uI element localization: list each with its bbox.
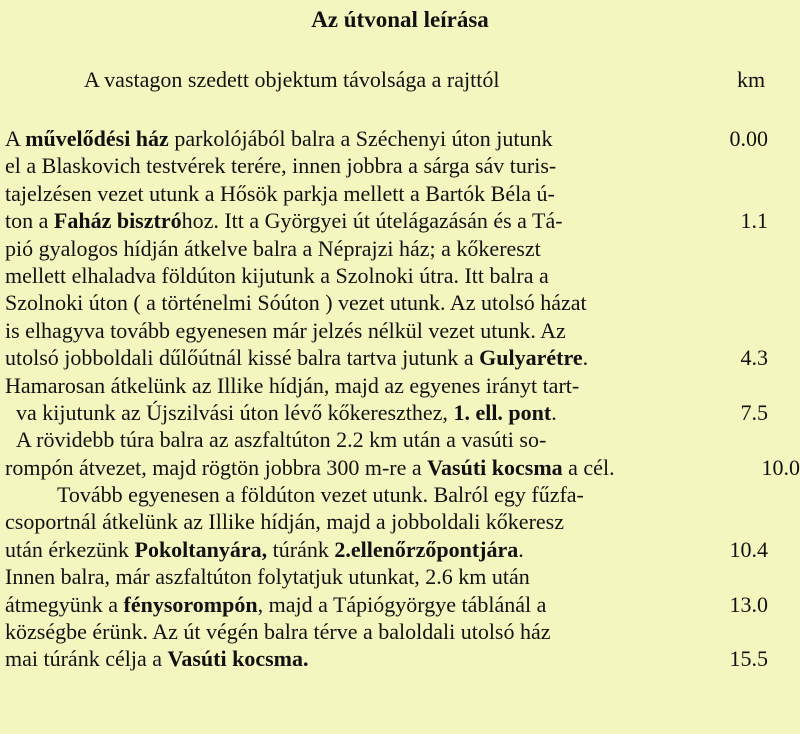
bold-object: 2.ellenőrzőpontjára	[334, 536, 519, 562]
text-fragment: utolsó jobboldali dűlőútnál kissé balra tartva jutunk a	[5, 345, 480, 371]
description-line	[0, 591, 800, 618]
description-line	[0, 125, 800, 152]
distance-value: 10.0	[761, 454, 800, 480]
text-fragment: mellett elhaladva földúton kijutunk a Szolnoki útra. Itt balra a	[5, 262, 549, 288]
distance-value: 10.4	[729, 536, 768, 562]
line-text	[5, 372, 579, 399]
line-text	[5, 289, 587, 316]
text-fragment: Tovább egyenesen a földúton vezet utunk. Balról egy fűzfa-	[57, 482, 584, 508]
distance-value: 0.00	[729, 126, 768, 151]
line-text	[5, 317, 566, 344]
text-fragment: tajelzésen vezet utunk a Hősök parkja mellett a Bartók Béla ú-	[5, 180, 555, 206]
bold-object: Faház bisztró	[53, 208, 182, 234]
line-text	[57, 481, 584, 508]
line-text	[5, 262, 549, 289]
description-line	[0, 207, 800, 234]
text-fragment: parkolójából balra a Széchenyi úton jutunk	[168, 126, 553, 151]
description-line	[0, 481, 800, 508]
description-line	[0, 618, 800, 645]
text-fragment: is elhagyva tovább egyenesen már jelzés nélkül vezet utunk. Az	[5, 317, 566, 343]
line-text	[5, 152, 556, 179]
line-text	[5, 645, 308, 672]
text-fragment: .	[518, 536, 524, 562]
distance-value: 7.5	[740, 399, 768, 425]
description-line	[0, 536, 800, 563]
text-fragment: Hamarosan átkelünk az Illike hídján, majd az egyenes irányt tart-	[5, 372, 580, 398]
description-line	[0, 426, 800, 453]
text-fragment: túránk	[267, 536, 335, 562]
text-fragment: Innen balra, már aszfaltúton folytatjuk utunkat, 2.6 km után	[5, 564, 530, 590]
text-fragment: A	[5, 126, 26, 151]
distance-value: 4.3	[740, 345, 768, 371]
bold-object: 1. ell. pont	[453, 399, 552, 425]
description-line	[0, 344, 800, 371]
description-line	[0, 563, 800, 590]
text-fragment: .	[582, 345, 589, 371]
page-title: Az útvonal leírása	[311, 7, 489, 32]
line-text	[5, 180, 555, 207]
subtitle: A vastagon szedett objektum távolsága a rajttól	[84, 67, 500, 92]
description-line	[0, 508, 800, 535]
text-fragment: va kijutunk az Újszilvási úton lévő kőkereszthez,	[16, 399, 454, 425]
text-fragment: hoz. Itt a Györgyei út útelágazásán és a Tá-	[181, 208, 563, 234]
description-line	[0, 262, 800, 289]
description-line	[0, 317, 800, 344]
description-line	[0, 289, 800, 316]
description-line	[0, 454, 800, 481]
line-text	[5, 563, 530, 590]
description-line	[0, 645, 800, 672]
line-text	[5, 618, 551, 645]
text-fragment: mai túránk célja a	[5, 646, 168, 672]
text-fragment: rompón átvezet, majd rögtön jobbra 300 m-re a	[5, 454, 428, 480]
distance-value: 13.0	[729, 591, 768, 617]
line-text	[16, 399, 557, 426]
description-line	[0, 372, 800, 399]
text-fragment: a cél.	[562, 454, 615, 480]
line-text	[5, 235, 541, 262]
distance-unit-header: km	[737, 67, 766, 92]
description-line	[0, 235, 800, 262]
bold-object: fénysorompón	[123, 591, 258, 617]
line-text	[5, 591, 546, 618]
line-text	[5, 454, 615, 481]
line-text	[5, 344, 588, 371]
line-text	[16, 426, 546, 453]
description-line	[0, 399, 800, 426]
text-fragment: el a Blaskovich testvérek terére, innen jobbra a sárga sáv turis-	[5, 153, 557, 179]
line-text	[5, 125, 552, 152]
bold-object: Vasúti kocsma	[427, 454, 563, 480]
bold-object: Pokoltanyára,	[134, 536, 268, 562]
line-text	[5, 207, 563, 234]
text-fragment: községbe érünk. Az út végén balra térve a baloldali utolsó ház	[5, 619, 551, 645]
text-fragment: csoportnál átkelünk az Illike hídján, majd a jobboldali kőkeresz	[5, 509, 564, 535]
bold-object: művelődési ház	[25, 126, 169, 151]
distance-value: 15.5	[729, 646, 768, 672]
text-fragment: Szolnoki úton ( a történelmi Sóúton ) vezet utunk. Az utolsó házat	[5, 290, 587, 316]
bold-object: Vasúti kocsma.	[167, 646, 309, 672]
distance-value: 1.1	[740, 208, 768, 234]
text-fragment: , majd a Tápiógyörgye táblánál a	[257, 591, 547, 617]
bold-object: Gulyarétre	[479, 345, 583, 371]
route-description	[0, 125, 800, 673]
text-fragment: A rövidebb túra balra az aszfaltúton 2.2 km után a vasúti so-	[16, 427, 547, 453]
text-fragment: .	[551, 399, 557, 425]
description-line	[0, 180, 800, 207]
description-line	[0, 152, 800, 179]
line-text	[5, 508, 564, 535]
text-fragment: után érkezünk	[5, 536, 135, 562]
text-fragment: ton a	[5, 208, 54, 234]
line-text	[5, 536, 524, 563]
text-fragment: pió gyalogos hídján átkelve balra a Néprajzi ház; a kőkereszt	[5, 235, 541, 261]
text-fragment: átmegyünk a	[5, 591, 124, 617]
